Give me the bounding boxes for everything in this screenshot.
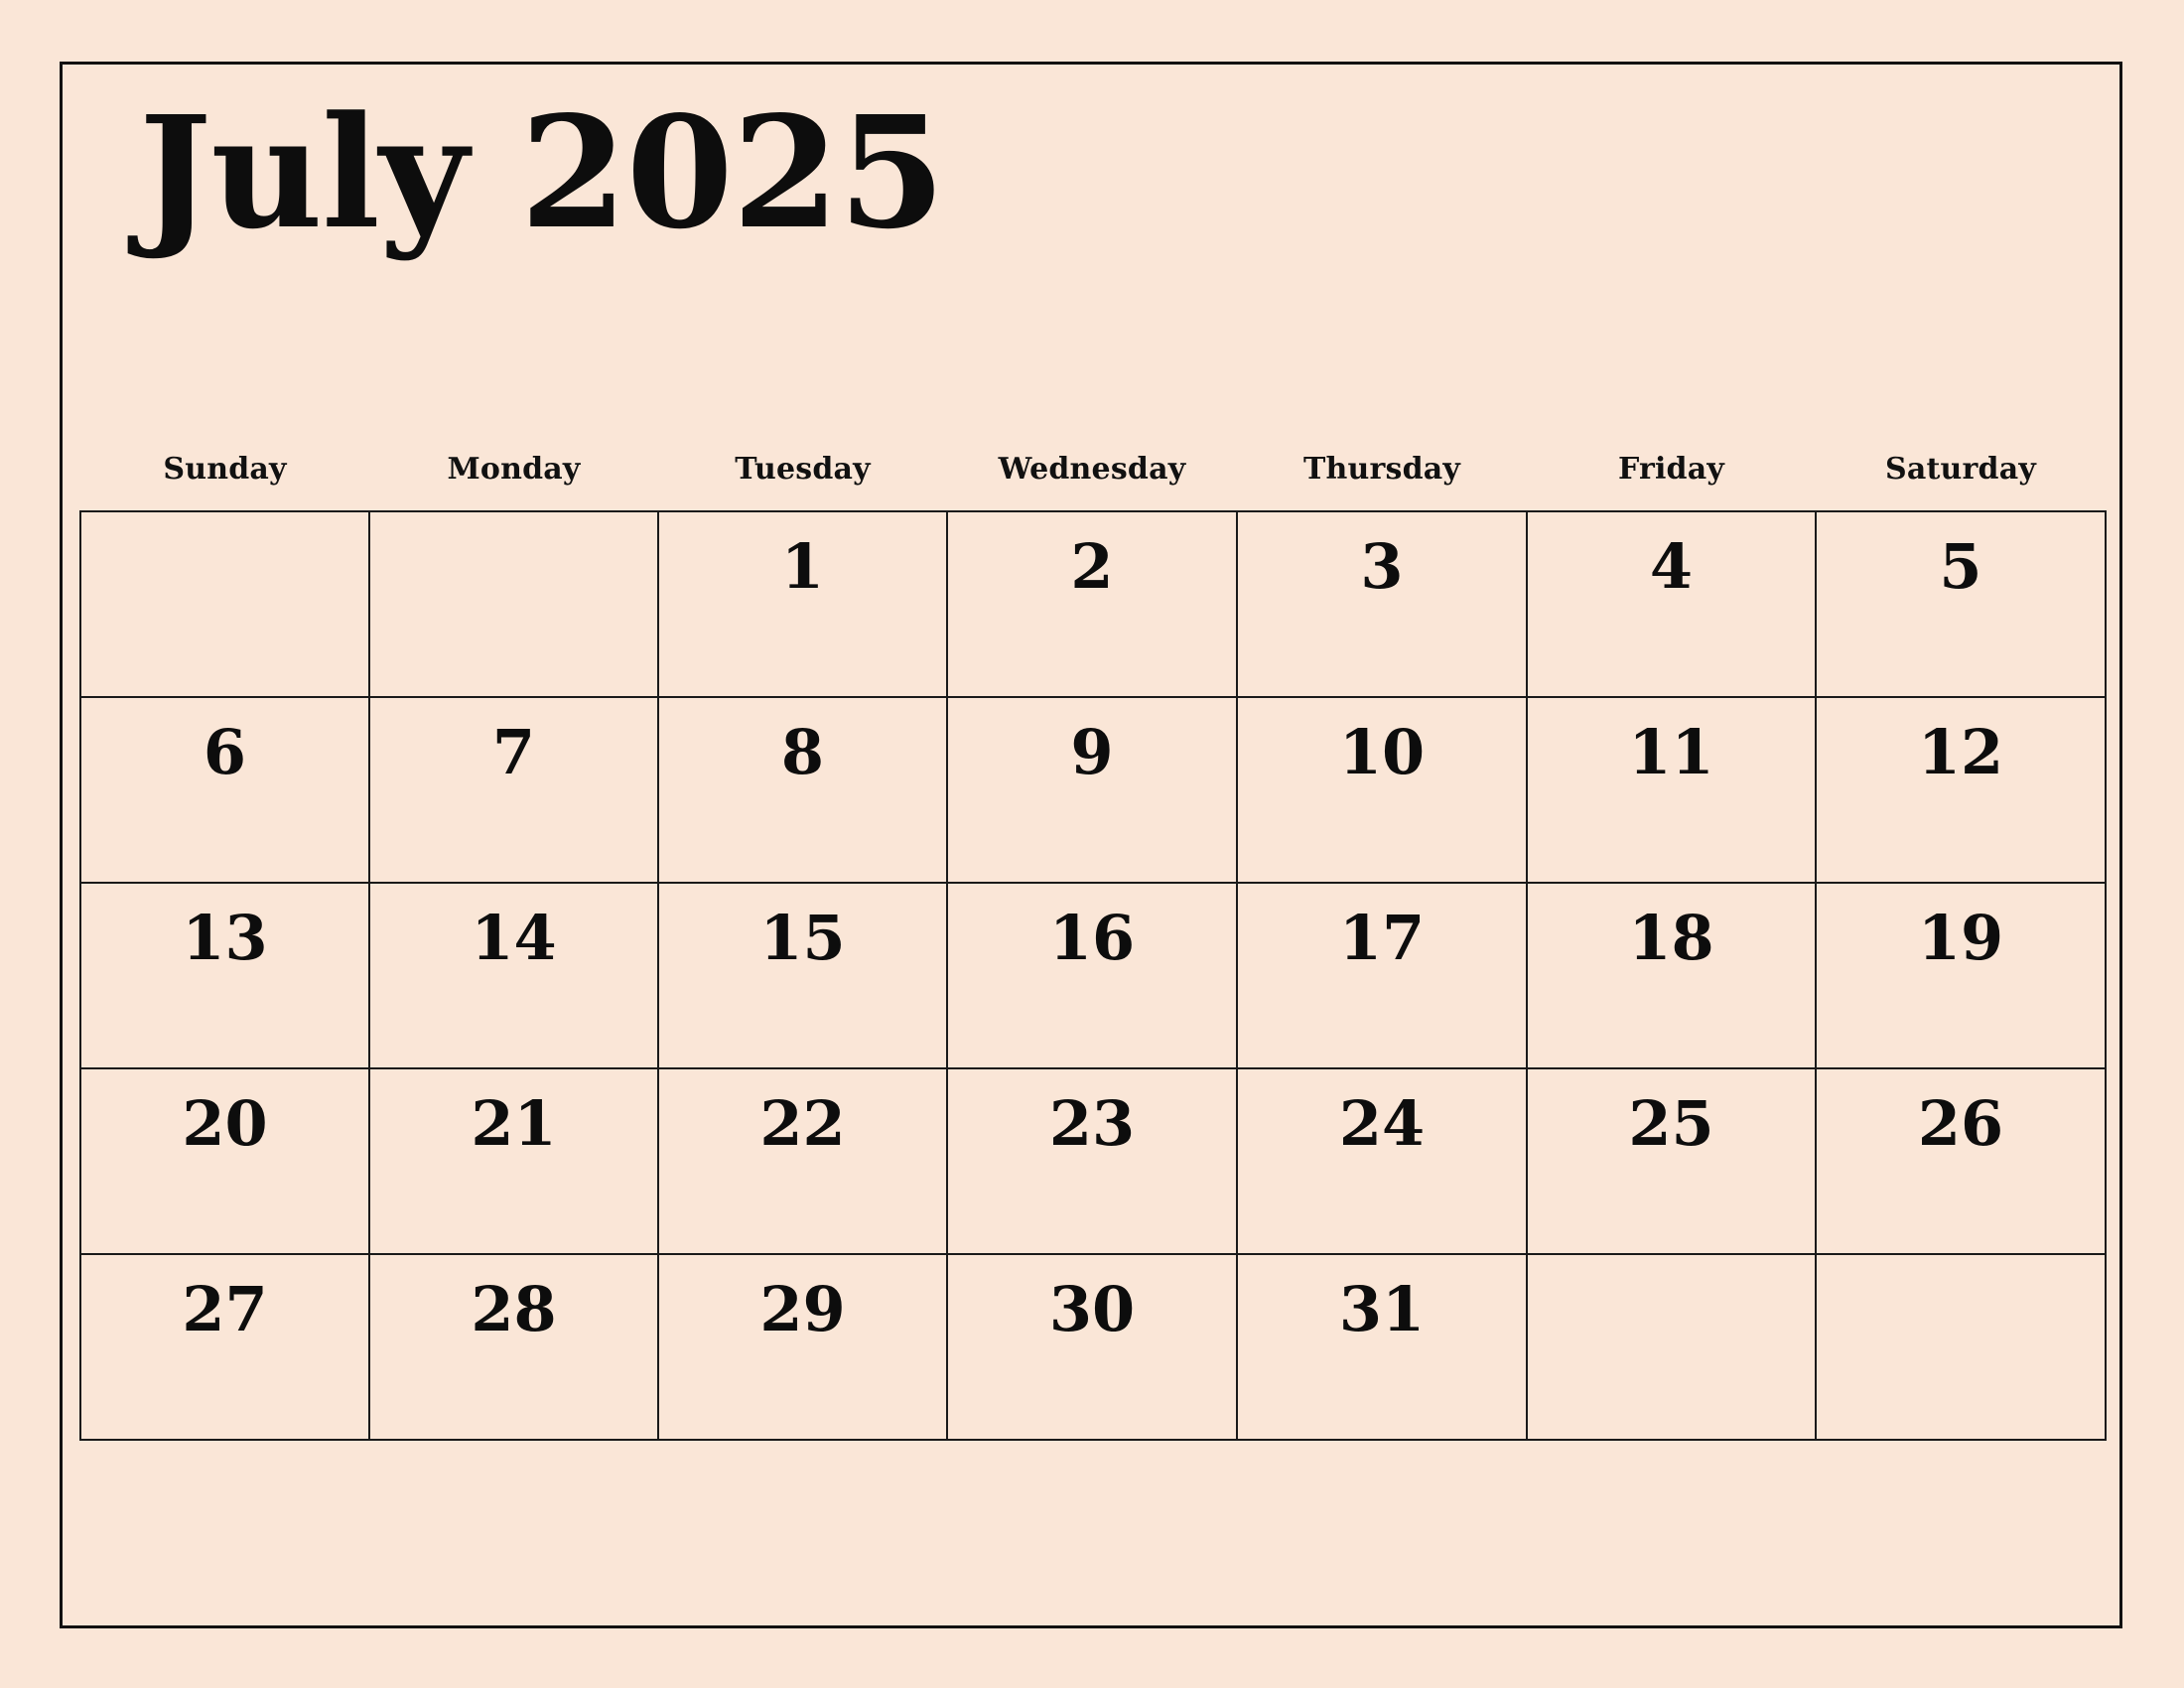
calendar-day-cell[interactable] bbox=[947, 697, 1237, 883]
calendar-week-row bbox=[80, 1254, 2106, 1440]
weekday-header-monday: Monday bbox=[447, 452, 581, 487]
weekday-header-wednesday: Wednesday bbox=[998, 452, 1186, 487]
calendar-day-cell[interactable] bbox=[1527, 697, 1816, 883]
calendar-day-cell[interactable] bbox=[80, 511, 369, 697]
calendar-day-cell[interactable] bbox=[658, 883, 947, 1068]
weekday-header-sunday: Sunday bbox=[163, 452, 287, 487]
calendar-day-cell[interactable] bbox=[947, 1068, 1237, 1254]
day-number: 11 bbox=[1628, 716, 1714, 788]
day-number: 20 bbox=[182, 1087, 268, 1160]
day-number: 24 bbox=[1338, 1087, 1426, 1160]
day-number: 6 bbox=[203, 716, 247, 788]
calendar-week-row bbox=[80, 883, 2106, 1068]
calendar-week-row bbox=[80, 697, 2106, 883]
calendar-day-cell[interactable] bbox=[1237, 511, 1527, 697]
calendar-day-cell[interactable] bbox=[1527, 1068, 1816, 1254]
calendar-day-cell[interactable] bbox=[947, 511, 1237, 697]
day-number: 9 bbox=[1070, 716, 1114, 788]
day-number: 21 bbox=[471, 1087, 557, 1160]
calendar-day-cell[interactable] bbox=[80, 883, 369, 1068]
calendar-week-row bbox=[80, 1068, 2106, 1254]
day-number: 25 bbox=[1628, 1087, 1714, 1160]
day-number: 30 bbox=[1048, 1273, 1136, 1345]
day-number: 13 bbox=[182, 902, 268, 974]
day-number: 23 bbox=[1048, 1087, 1136, 1160]
calendar-day-cell[interactable] bbox=[1237, 1254, 1527, 1440]
calendar-day-cell[interactable] bbox=[369, 883, 658, 1068]
calendar-day-cell[interactable] bbox=[1816, 511, 2106, 697]
calendar-day-cell[interactable] bbox=[658, 1254, 947, 1440]
calendar-day-cell[interactable] bbox=[1816, 883, 2106, 1068]
day-number: 12 bbox=[1917, 716, 2004, 788]
calendar-day-cell[interactable] bbox=[1816, 1254, 2106, 1440]
calendar-day-cell[interactable] bbox=[947, 1254, 1237, 1440]
day-number: 3 bbox=[1360, 530, 1404, 603]
day-number: 22 bbox=[759, 1087, 846, 1160]
day-number: 7 bbox=[491, 716, 536, 788]
calendar-day-cell[interactable] bbox=[369, 511, 658, 697]
calendar-day-cell[interactable] bbox=[1527, 1254, 1816, 1440]
day-number: 17 bbox=[1338, 902, 1426, 974]
calendar-day-cell[interactable] bbox=[369, 697, 658, 883]
weekday-header-saturday: Saturday bbox=[1884, 452, 2037, 487]
calendar-day-cell[interactable] bbox=[1237, 883, 1527, 1068]
calendar-day-cell[interactable] bbox=[1237, 1068, 1527, 1254]
calendar-day-cell[interactable] bbox=[369, 1254, 658, 1440]
day-number: 4 bbox=[1649, 530, 1694, 603]
day-number: 31 bbox=[1338, 1273, 1426, 1345]
calendar-day-cell[interactable] bbox=[1816, 1068, 2106, 1254]
day-number: 2 bbox=[1070, 530, 1114, 603]
day-number: 10 bbox=[1338, 716, 1426, 788]
day-number: 19 bbox=[1917, 902, 2004, 974]
calendar-table bbox=[79, 452, 2107, 1441]
calendar-day-cell[interactable] bbox=[947, 883, 1237, 1068]
day-number: 27 bbox=[182, 1273, 268, 1345]
day-number: 15 bbox=[759, 902, 846, 974]
calendar-day-cell[interactable] bbox=[1816, 697, 2106, 883]
page-title: July 2025 bbox=[139, 81, 945, 263]
calendar-day-cell[interactable] bbox=[1237, 697, 1527, 883]
weekday-header-tuesday: Tuesday bbox=[735, 452, 871, 487]
calendar-day-cell[interactable] bbox=[80, 1068, 369, 1254]
day-number: 29 bbox=[759, 1273, 846, 1345]
calendar-day-cell[interactable] bbox=[658, 697, 947, 883]
day-number: 28 bbox=[471, 1273, 557, 1345]
weekday-header-thursday: Thursday bbox=[1302, 452, 1461, 487]
day-number: 1 bbox=[780, 530, 825, 603]
calendar-day-cell[interactable] bbox=[1527, 511, 1816, 697]
day-number: 14 bbox=[471, 902, 557, 974]
calendar-body bbox=[80, 511, 2106, 1440]
calendar-day-cell[interactable] bbox=[369, 1068, 658, 1254]
day-number: 5 bbox=[1939, 530, 1982, 603]
day-number: 8 bbox=[780, 716, 825, 788]
calendar-grid bbox=[79, 452, 2105, 1441]
calendar-day-cell[interactable] bbox=[80, 1254, 369, 1440]
calendar-day-cell[interactable] bbox=[1527, 883, 1816, 1068]
day-number: 26 bbox=[1917, 1087, 2004, 1160]
calendar-day-cell[interactable] bbox=[658, 1068, 947, 1254]
calendar-day-cell[interactable] bbox=[80, 697, 369, 883]
calendar-day-cell[interactable] bbox=[658, 511, 947, 697]
day-number: 16 bbox=[1048, 902, 1136, 974]
calendar-week-row bbox=[80, 511, 2106, 697]
calendar-header-row bbox=[80, 452, 2106, 511]
weekday-header-friday: Friday bbox=[1617, 452, 1725, 487]
day-number: 18 bbox=[1628, 902, 1714, 974]
